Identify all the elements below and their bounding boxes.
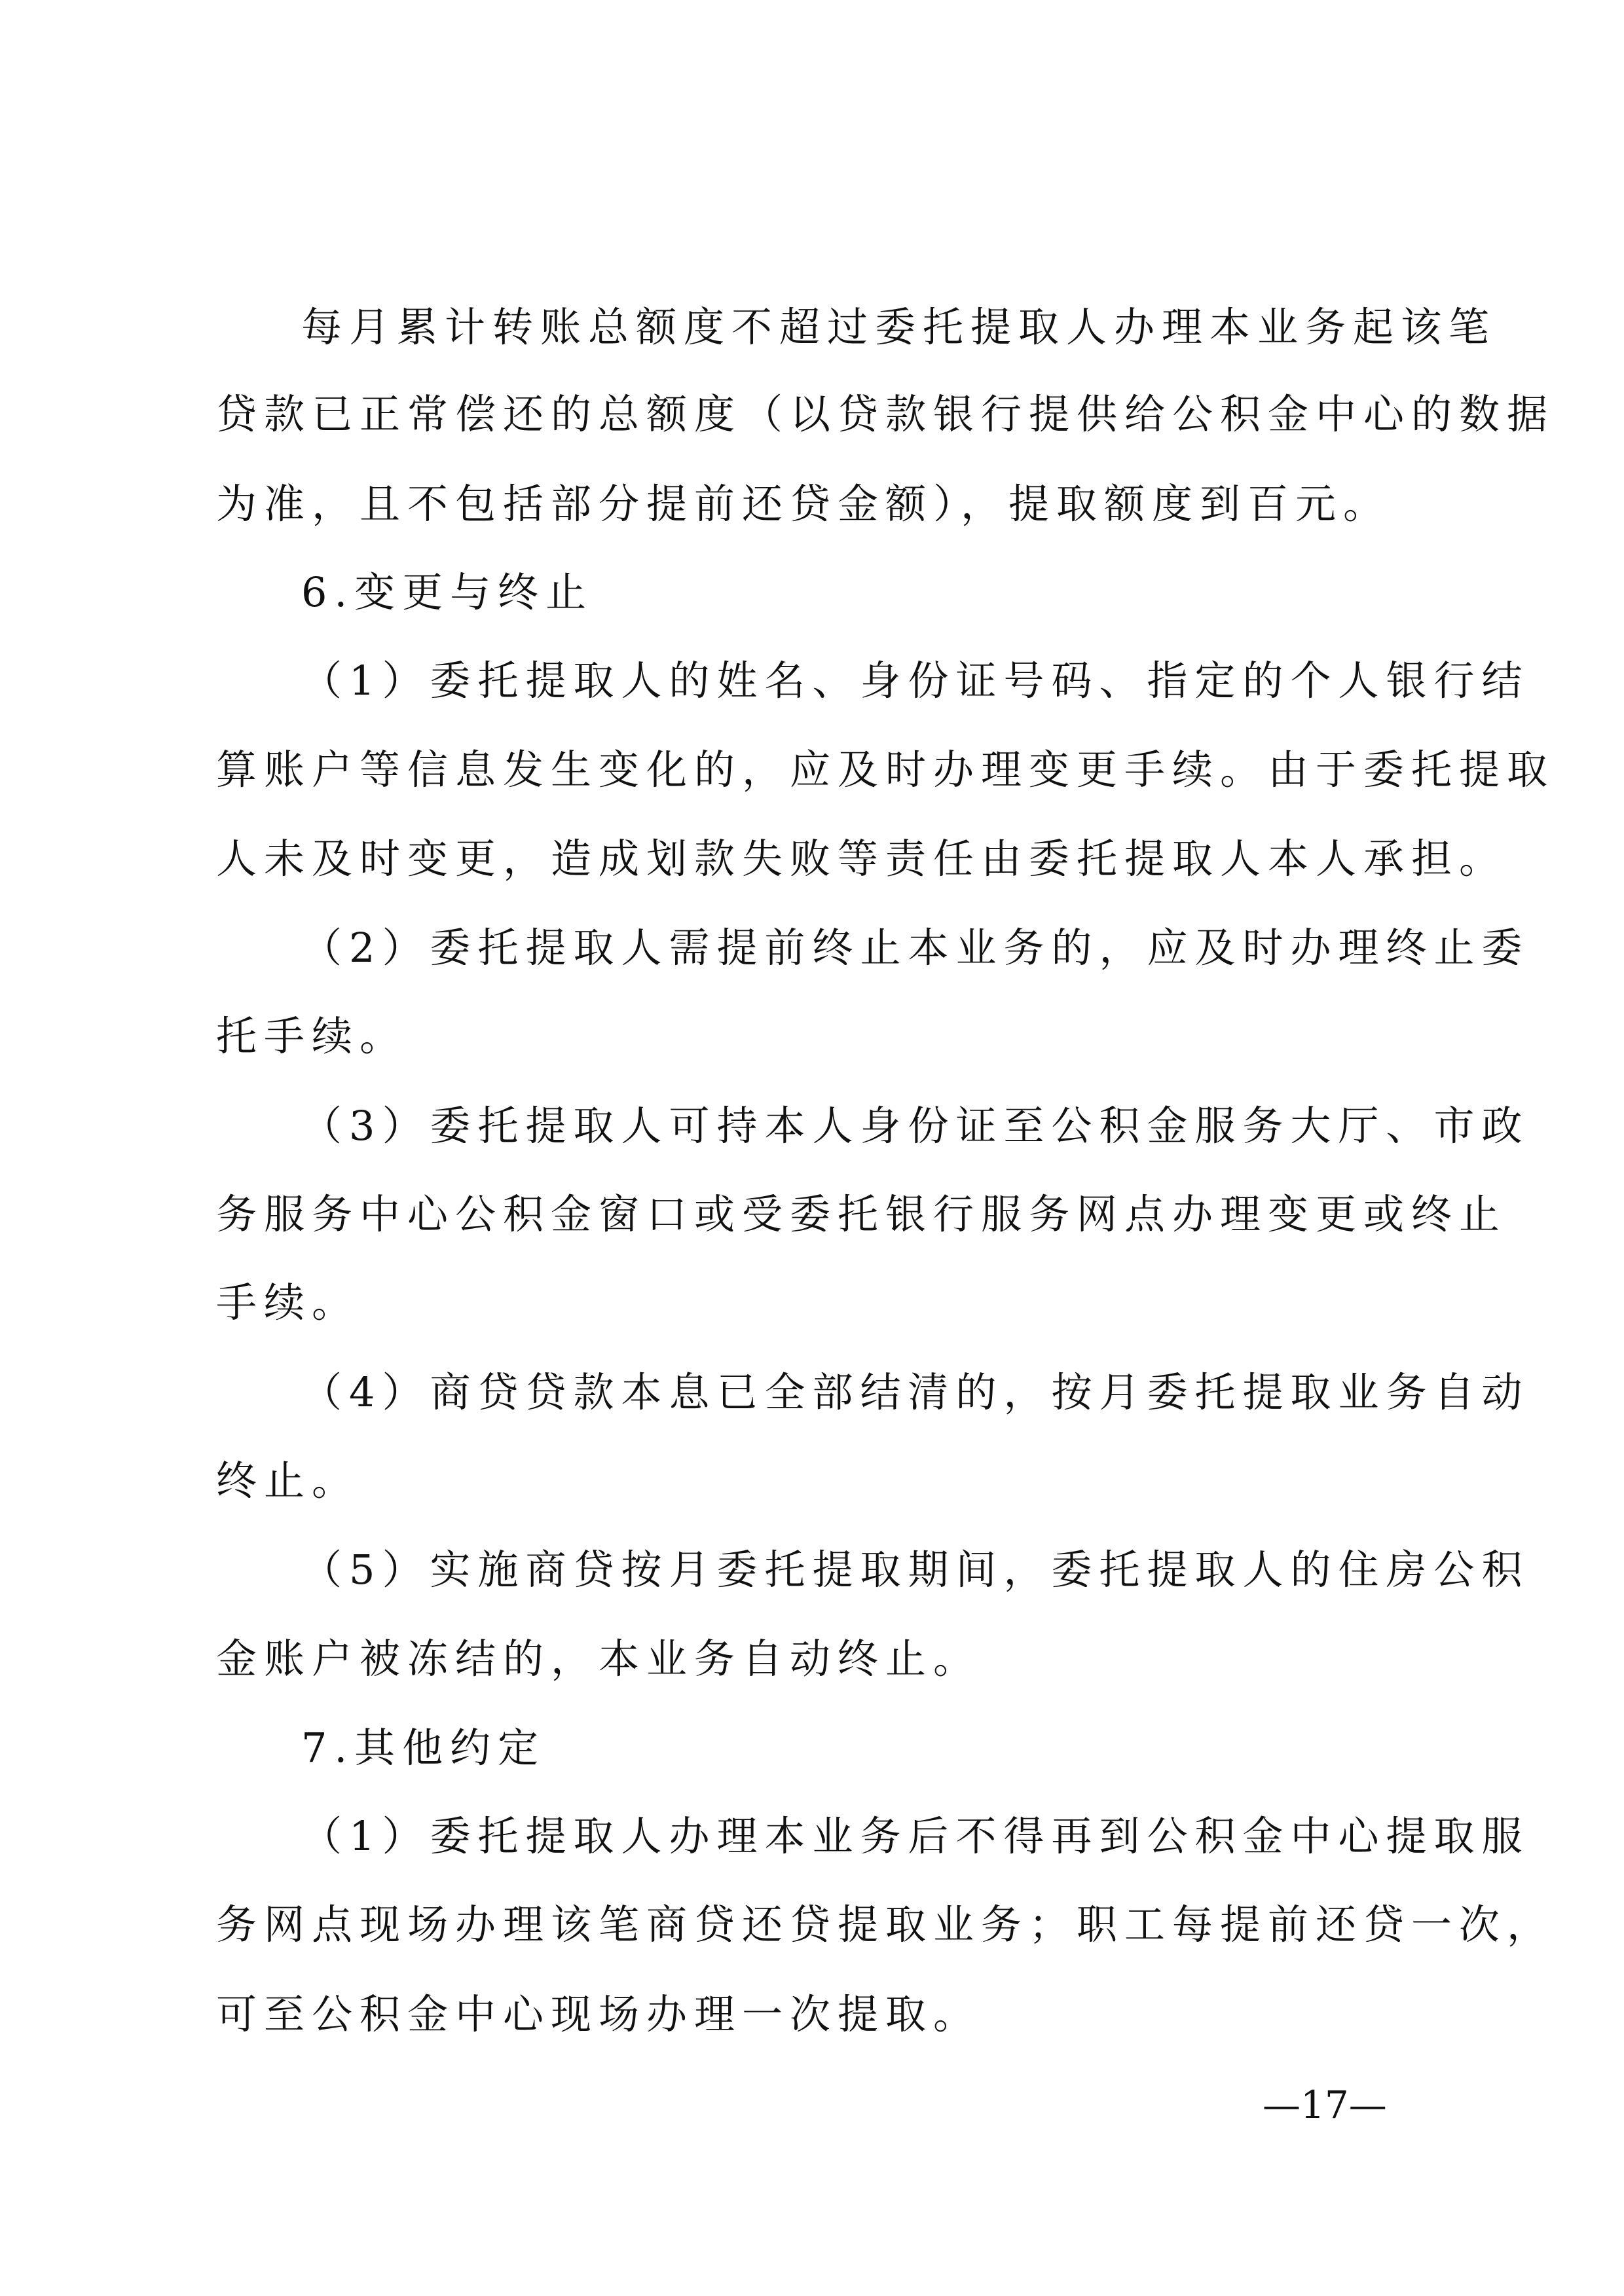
section-heading-text: 7.其他约定 <box>301 1724 546 1772</box>
paragraph-line <box>0 1804 1624 1869</box>
paragraph-text: 算账户等信息发生变化的，应及时办理变更手续。由于委托提取 <box>216 746 1555 793</box>
paragraph-text: （4）商贷贷款本息已全部结清的，按月委托提取业务自动 <box>301 1368 1530 1416</box>
paragraph-text: 终止。 <box>216 1457 360 1504</box>
paragraph-line <box>0 1626 1624 1692</box>
paragraph-line <box>0 1182 1624 1247</box>
paragraph-line <box>0 737 1624 803</box>
paragraph-line <box>0 1270 1624 1336</box>
paragraph-line <box>0 295 1624 360</box>
paragraph-text: 手续。 <box>216 1279 360 1326</box>
paragraph-text: 每月累计转账总额度不超过委托提取人办理本业务起该笔 <box>301 303 1497 351</box>
paragraph-line <box>0 382 1624 447</box>
paragraph-line <box>0 1892 1624 1958</box>
paragraph-text: 务服务中心公积金窗口或受委托银行服务网点办理变更或终止 <box>216 1190 1507 1238</box>
section-heading <box>0 560 1624 625</box>
paragraph-line <box>0 915 1624 981</box>
paragraph-text: 可至公积金中心现场办理一次提取。 <box>216 1990 982 2038</box>
page-number: —17— <box>1263 2083 1387 2127</box>
paragraph-text: 人未及时变更，造成划款失败等责任由委托提取人本人承担。 <box>216 835 1507 883</box>
paragraph-line <box>0 1004 1624 1069</box>
paragraph-line <box>0 1448 1624 1514</box>
paragraph-line <box>0 648 1624 714</box>
paragraph-line <box>0 1982 1624 2047</box>
paragraph-text: （2）委托提取人需提前终止本业务的，应及时办理终止委 <box>301 924 1530 972</box>
paragraph-text: （1）委托提取人的姓名、身份证号码、指定的个人银行结 <box>301 657 1530 704</box>
paragraph-text: 贷款已正常偿还的总额度（以贷款银行提供给公积金中心的数据 <box>216 390 1555 438</box>
section-heading <box>0 1715 1624 1781</box>
paragraph-text: （5）实施商贷按月委托提取期间，委托提取人的住房公积 <box>301 1546 1530 1594</box>
paragraph-text: 为准，且不包括部分提前还贷金额），提取额度到百元。 <box>216 480 1392 528</box>
section-heading-text: 6.变更与终止 <box>301 568 594 616</box>
paragraph-line <box>0 471 1624 537</box>
paragraph-text: （1）委托提取人办理本业务后不得再到公积金中心提取服 <box>301 1812 1530 1860</box>
paragraph-line <box>0 1093 1624 1159</box>
paragraph-line <box>0 1537 1624 1603</box>
paragraph-line <box>0 826 1624 892</box>
paragraph-text: （3）委托提取人可持本人身份证至公积金服务大厅、市政 <box>301 1102 1530 1150</box>
paragraph-text: 金账户被冻结的，本业务自动终止。 <box>216 1635 982 1683</box>
paragraph-line <box>0 1360 1624 1425</box>
paragraph-text: 托手续。 <box>216 1012 408 1060</box>
paragraph-text: 务网点现场办理该笔商贷还贷提取业务；职工每提前还贷一次， <box>216 1901 1555 1948</box>
